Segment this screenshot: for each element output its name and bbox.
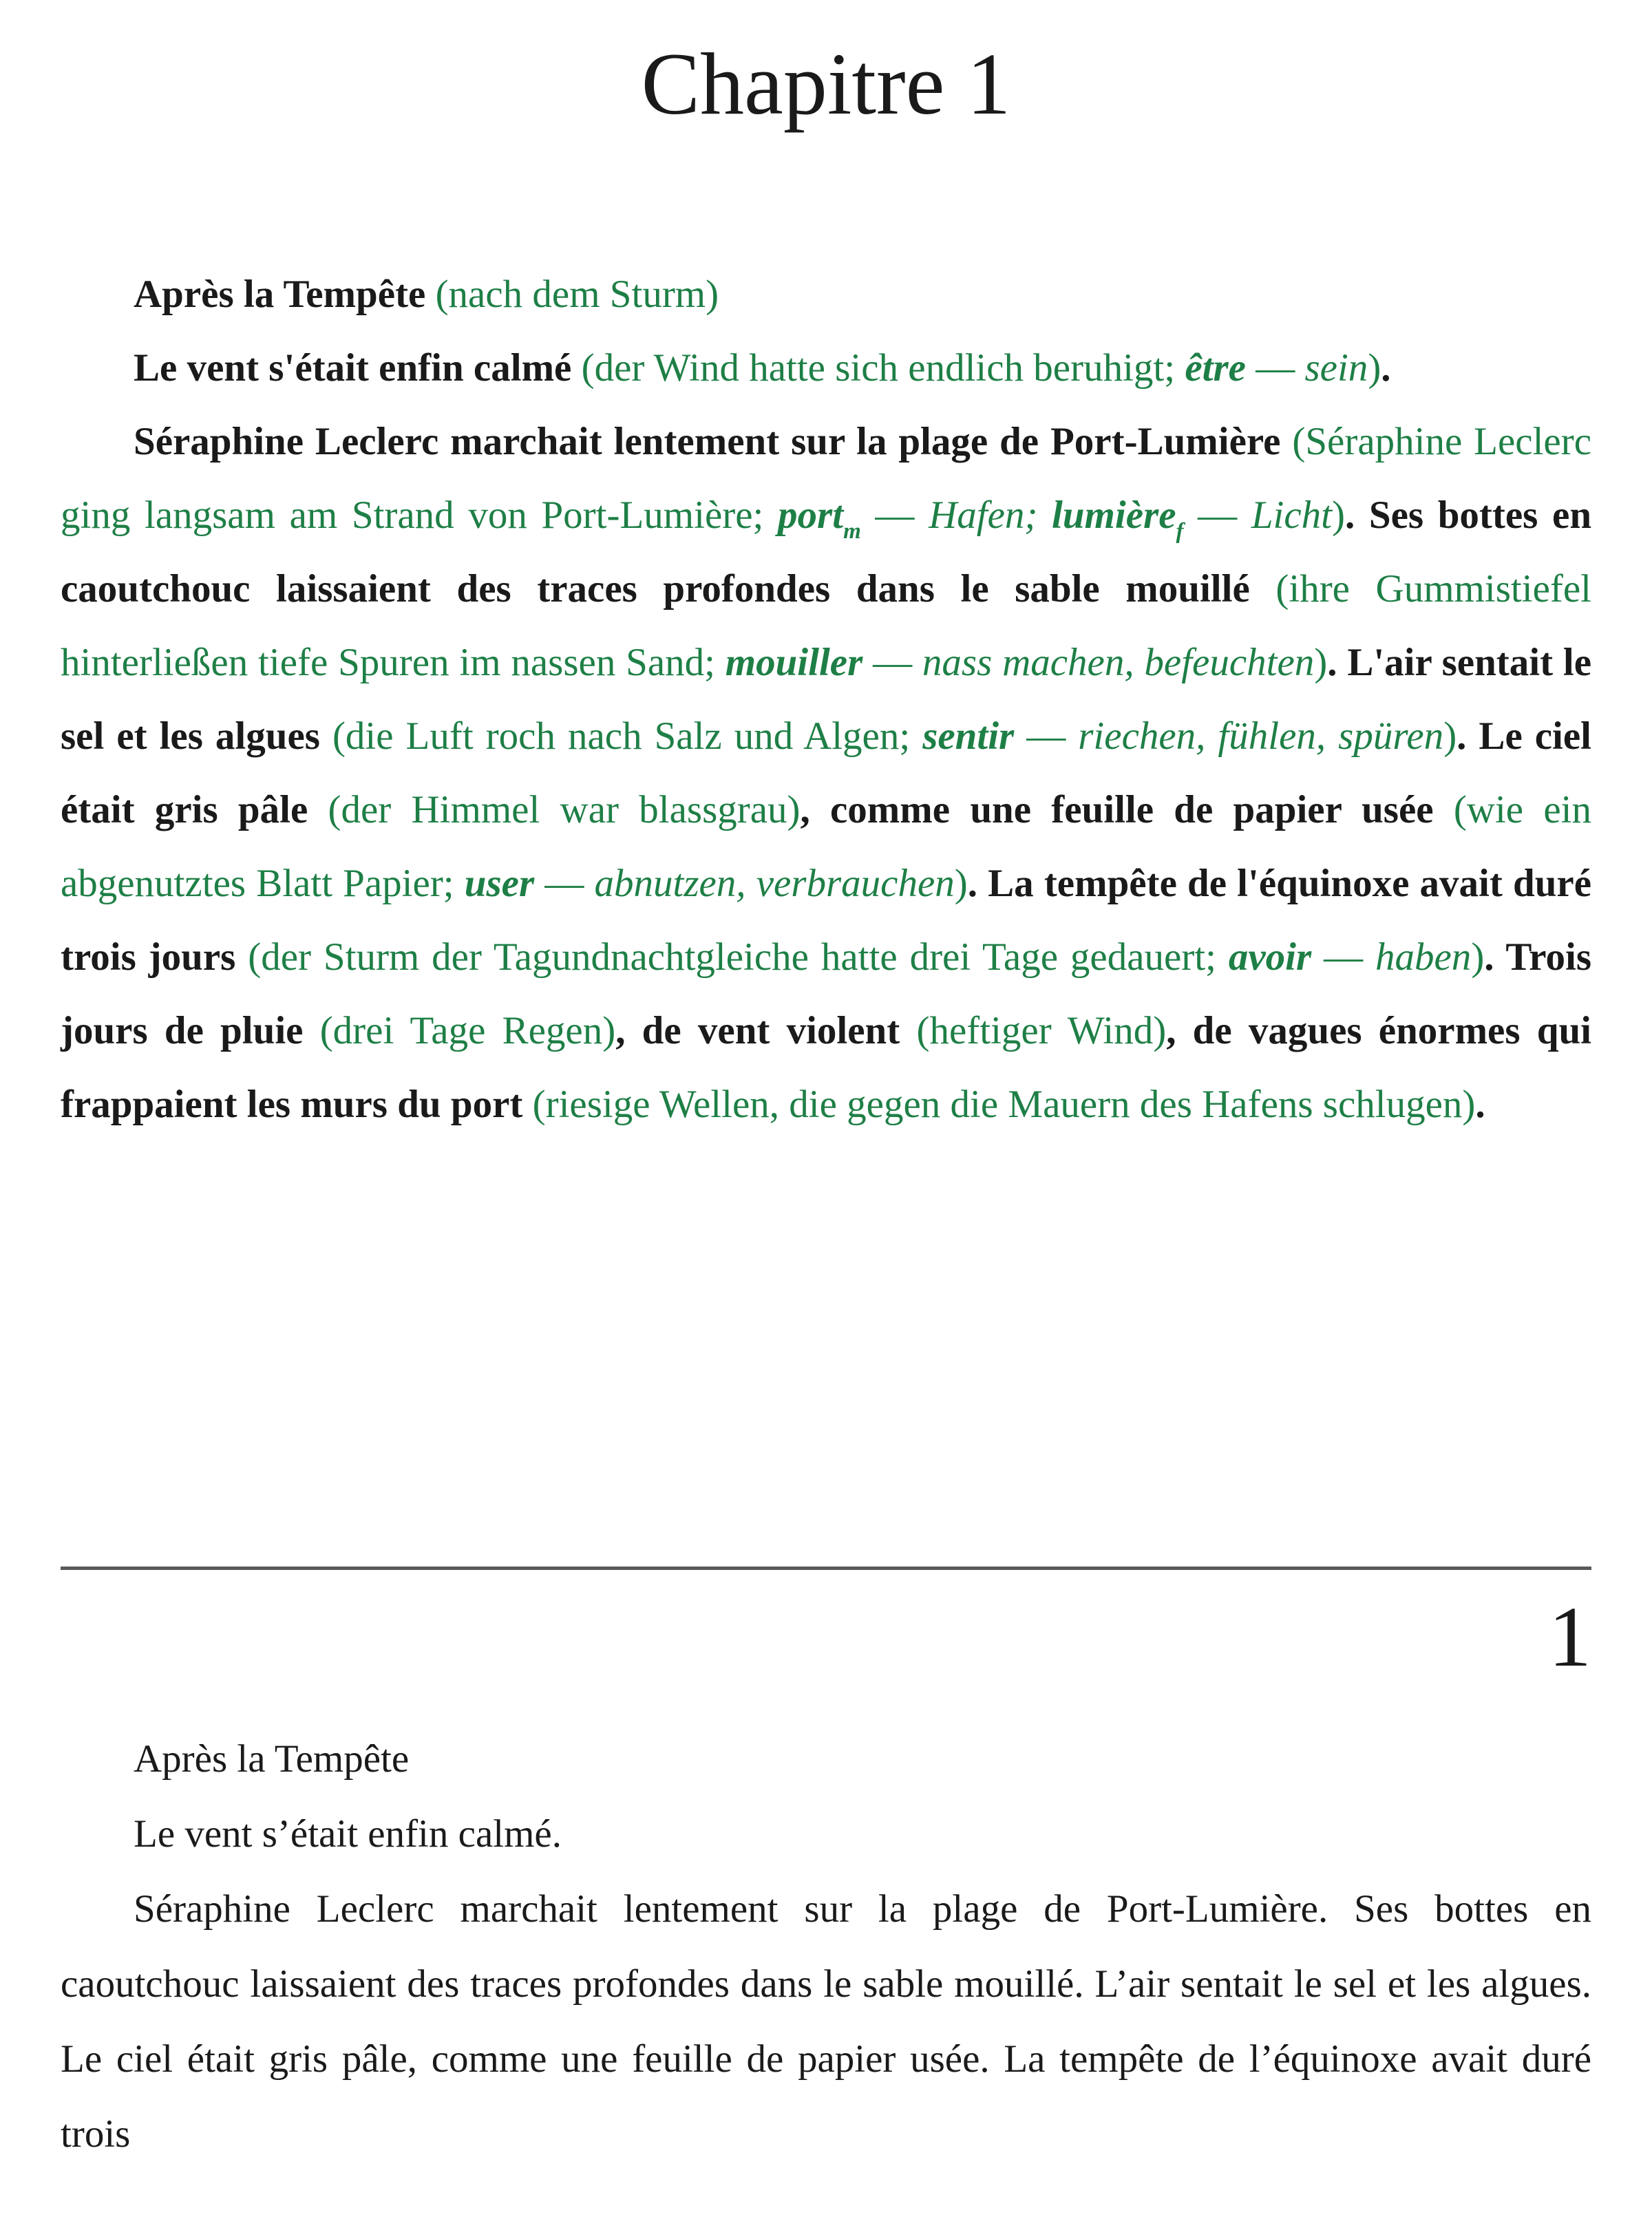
text-run-fr: Après la Tempête	[134, 273, 436, 316]
text-run-voc: avoir	[1228, 935, 1312, 979]
text-run-de: —	[1245, 346, 1305, 390]
text-run-dei: haben	[1375, 935, 1472, 979]
text-run-de: —	[1311, 935, 1375, 979]
chapter-title: Chapitre 1	[641, 35, 1011, 133]
text-run-de: (heftiger Wind)	[916, 1009, 1167, 1052]
text-run-dei: riechen, fühlen, spüren	[1078, 714, 1444, 758]
text-run-fr: .	[1475, 1083, 1485, 1126]
text-run-de: —	[1014, 714, 1079, 758]
text-run-dei: nass machen, befeuchten	[922, 641, 1315, 684]
text-run-de: (nach dem Sturm)	[435, 273, 719, 316]
reading-section	[61, 1721, 1591, 2172]
text-run-fr: , de vagues énormes qui frappaient les murs du port	[61, 1009, 1591, 1126]
reading-paragraph: Le vent s’était enfin calmé.	[134, 1812, 562, 1856]
text-run-fr: Le vent s'était enfin calmé	[134, 346, 582, 390]
interlinear-section	[61, 257, 1591, 1510]
text-run-voc: lumière	[1052, 493, 1176, 537]
text-run-de: —	[862, 641, 922, 684]
text-run-fr: .	[1381, 346, 1391, 390]
text-run-de: —	[860, 493, 929, 537]
text-run-fr: , comme une feuille de papier usée	[800, 788, 1454, 831]
text-run-de: (die Luft roch nach Salz und Algen;	[332, 714, 923, 758]
text-run-de: (riesige Wellen, die gegen die Mauern des Hafens schlugen)	[532, 1083, 1476, 1126]
text-run-dei: Licht	[1251, 493, 1333, 537]
text-run-fr: . Trois jours de pluie	[61, 935, 1591, 1052]
text-run-de: —	[534, 862, 595, 905]
interlinear-paragraph	[61, 405, 1591, 1141]
text-run-sub: m	[843, 518, 861, 544]
text-run-dei: abnutzen, verbrauchen	[594, 862, 955, 905]
text-run-de: (der Himmel war blassgrau)	[328, 788, 801, 831]
text-run-fr: . Ses bottes en caoutchouc laissaient des traces profondes dans le sable mouillé	[61, 493, 1592, 611]
text-run-fr: . Le ciel était gris pâle	[61, 714, 1592, 831]
text-run-voc: user	[464, 862, 535, 905]
reading-paragraph: Séraphine Leclerc marchait lentement sur la plage de Port-Lumière. Ses bottes en caoutchouc laissaient des traces profondes dans le sable mouillé. L’air sentait le sel et les algues. Le ciel était gris pâle, comme une feuille de papier usée. La tempête de l’équinoxe avait duré trois	[61, 1887, 1591, 2156]
text-run-de: )	[1332, 493, 1345, 537]
text-run-de: (der Wind hatte sich endlich beruhigt;	[581, 346, 1185, 390]
text-run-de: )	[1443, 714, 1457, 758]
text-run-fr: . La tempête de l'équinoxe avait duré trois jours	[61, 862, 1591, 979]
text-run-de: (Séraphine Leclerc ging langsam am Strand von Port-Lumière;	[61, 420, 1591, 537]
text-run-voc: sentir	[922, 714, 1015, 758]
text-run-de: (der Sturm der Tagundnachtgleiche hatte drei Tage gedauert;	[248, 935, 1229, 979]
text-run-de: (drei Tage Regen)	[319, 1009, 616, 1052]
interlinear-paragraph	[61, 331, 1591, 405]
text-run-de: )	[1314, 641, 1328, 684]
text-run-de: )	[1471, 935, 1485, 979]
text-run-de	[1037, 493, 1052, 537]
text-run-sub: f	[1176, 518, 1184, 544]
text-run-de: )	[1368, 346, 1381, 390]
reading-paragraph: Après la Tempête	[134, 1737, 410, 1781]
text-run-voc: mouiller	[725, 641, 863, 684]
text-run-dei: sein	[1304, 346, 1368, 390]
text-run-de: )	[954, 862, 968, 905]
text-run-fr: . L'air sentait le sel et les algues	[61, 641, 1592, 758]
text-run-dei: Hafen;	[929, 493, 1038, 537]
text-run-fr: Séraphine Leclerc marchait lentement sur la plage de Port-Lumière	[134, 420, 1293, 463]
text-run-voc: être	[1185, 346, 1246, 390]
text-run-fr: , de vent violent	[615, 1009, 917, 1052]
section-divider	[61, 1567, 1591, 1570]
text-run-de: (wie ein abgenutztes Blatt Papier;	[61, 788, 1591, 905]
text-run-voc: port	[778, 493, 844, 537]
interlinear-paragraph	[61, 257, 1591, 331]
text-run-de: (ihre Gummistiefel hinterließen tiefe Spuren im nassen Sand;	[61, 567, 1591, 684]
text-run-de: —	[1183, 493, 1251, 537]
section-number: 1	[1548, 1590, 1591, 1685]
